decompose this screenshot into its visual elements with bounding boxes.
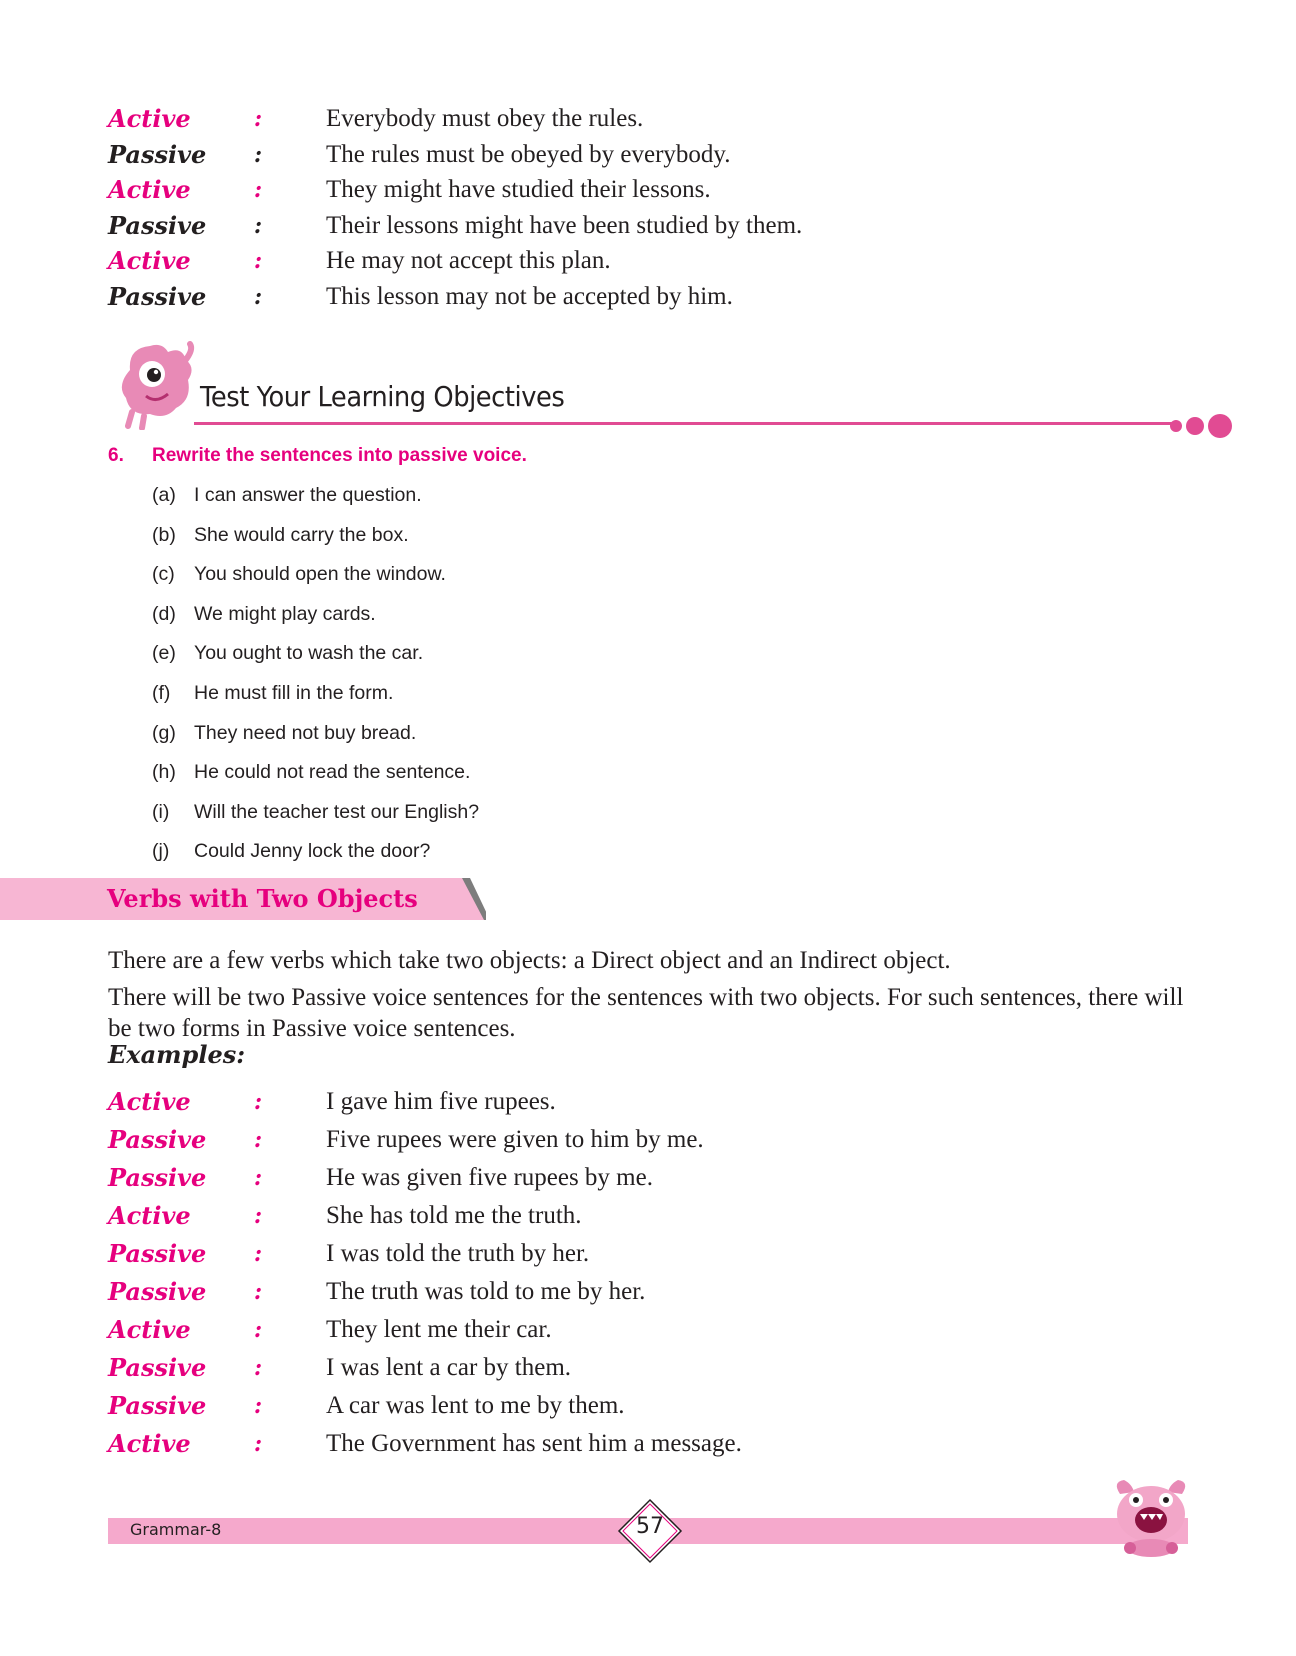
item-letter: (g) (152, 721, 176, 744)
examples-heading: Examples: (108, 1040, 246, 1069)
separator-colon: : (254, 1393, 263, 1419)
item-letter: (j) (152, 840, 170, 863)
item-text: They need not buy bread. (194, 721, 417, 744)
item-letter: (e) (152, 642, 176, 665)
item-text: Will the teacher test our English? (194, 800, 480, 823)
sentence-text: The rules must be obeyed by everybody. (326, 140, 731, 168)
sentence-text: I gave him five rupees. (326, 1088, 556, 1115)
sentence-text: She has told me the truth. (326, 1202, 582, 1229)
item-letter: (c) (152, 563, 175, 586)
sentence-text: I was told the truth by her. (326, 1240, 590, 1267)
item-text: She would carry the box. (194, 523, 409, 546)
passive-label: Passive (108, 1163, 207, 1192)
separator-colon: : (254, 1431, 263, 1457)
separator-colon: : (254, 177, 263, 203)
banner-underline (194, 422, 1176, 425)
active-label: Active (108, 1087, 191, 1116)
dot-decoration (1170, 420, 1182, 432)
separator-colon: : (254, 1089, 263, 1115)
item-text: He could not read the sentence. (194, 761, 471, 784)
separator-colon: : (254, 1241, 263, 1267)
passive-label: Passive (108, 281, 207, 311)
section-paragraph: There will be two Passive voice sentences for the sentences with two objects. For such sentences, there will be two forms in Passive voice sentences. (108, 984, 1184, 1042)
sentence-text: Everybody must obey the rules. (326, 105, 644, 132)
separator-colon: : (254, 1317, 263, 1343)
separator-colon: : (254, 283, 263, 310)
active-label: Active (108, 104, 191, 133)
section-paragraph: There are a few verbs which take two objects: a Direct object and an Indirect object. (108, 947, 951, 974)
item-letter: (d) (152, 602, 176, 625)
section-title: Verbs with Two Objects (107, 884, 418, 913)
sentence-text: He may not accept this plan. (326, 247, 611, 274)
separator-colon: : (254, 141, 263, 168)
passive-label: Passive (108, 1239, 207, 1268)
sentence-text: The truth was told to me by her. (326, 1278, 646, 1305)
sentence-text: A car was lent to me by them. (326, 1392, 625, 1419)
item-text: Could Jenny lock the door? (194, 840, 431, 863)
separator-colon: : (254, 1355, 263, 1381)
sentence-text: They lent me their car. (326, 1316, 552, 1343)
passive-label: Passive (108, 1277, 207, 1306)
active-label: Active (108, 1315, 191, 1344)
passive-label: Passive (108, 210, 207, 240)
item-letter: (f) (152, 681, 171, 704)
separator-colon: : (254, 1127, 263, 1153)
banner-title: Test Your Learning Objectives (200, 380, 565, 413)
item-text: We might play cards. (194, 602, 376, 625)
pink-monster-mascot-icon (110, 340, 210, 430)
separator-colon: : (254, 212, 263, 239)
passive-label: Passive (108, 139, 207, 169)
separator-colon: : (254, 106, 263, 132)
active-label: Active (108, 1429, 191, 1458)
page-number: 57 (636, 1514, 664, 1539)
item-letter: (i) (152, 800, 170, 823)
item-letter: (b) (152, 523, 176, 546)
sentence-text: He was given five rupees by me. (326, 1164, 653, 1191)
separator-colon: : (254, 248, 263, 274)
item-letter: (h) (152, 761, 176, 784)
sentence-text: Five rupees were given to him by me. (326, 1126, 704, 1153)
sentence-text: They might have studied their lessons. (326, 176, 711, 203)
footer-book-title: Grammar-8 (130, 1520, 222, 1539)
dot-decoration (1208, 414, 1232, 438)
active-label: Active (108, 1201, 191, 1230)
item-text: You ought to wash the car. (194, 642, 424, 665)
question-number: 6. (108, 445, 124, 466)
test-objectives-banner (110, 340, 1200, 435)
sentence-text: Their lessons might have been studied by them. (326, 211, 803, 239)
separator-colon: : (254, 1203, 263, 1229)
active-label: Active (108, 175, 191, 204)
sentence-text: This lesson may not be accepted by him. (326, 282, 733, 310)
item-text: You should open the window. (194, 563, 446, 586)
question-text: Rewrite the sentences into passive voice. (152, 445, 527, 466)
item-letter: (a) (152, 484, 176, 506)
passive-label: Passive (108, 1353, 207, 1382)
dot-decoration (1186, 417, 1204, 435)
active-label: Active (108, 246, 191, 275)
item-text: He must fill in the form. (194, 681, 394, 704)
sentence-text: I was lent a car by them. (326, 1354, 572, 1381)
passive-label: Passive (108, 1391, 207, 1420)
passive-label: Passive (108, 1125, 207, 1154)
sentence-text: The Government has sent him a message. (326, 1430, 742, 1457)
separator-colon: : (254, 1165, 263, 1191)
pink-bulldog-mascot-icon (1108, 1474, 1194, 1560)
separator-colon: : (254, 1279, 263, 1305)
item-text: I can answer the question. (194, 484, 422, 506)
